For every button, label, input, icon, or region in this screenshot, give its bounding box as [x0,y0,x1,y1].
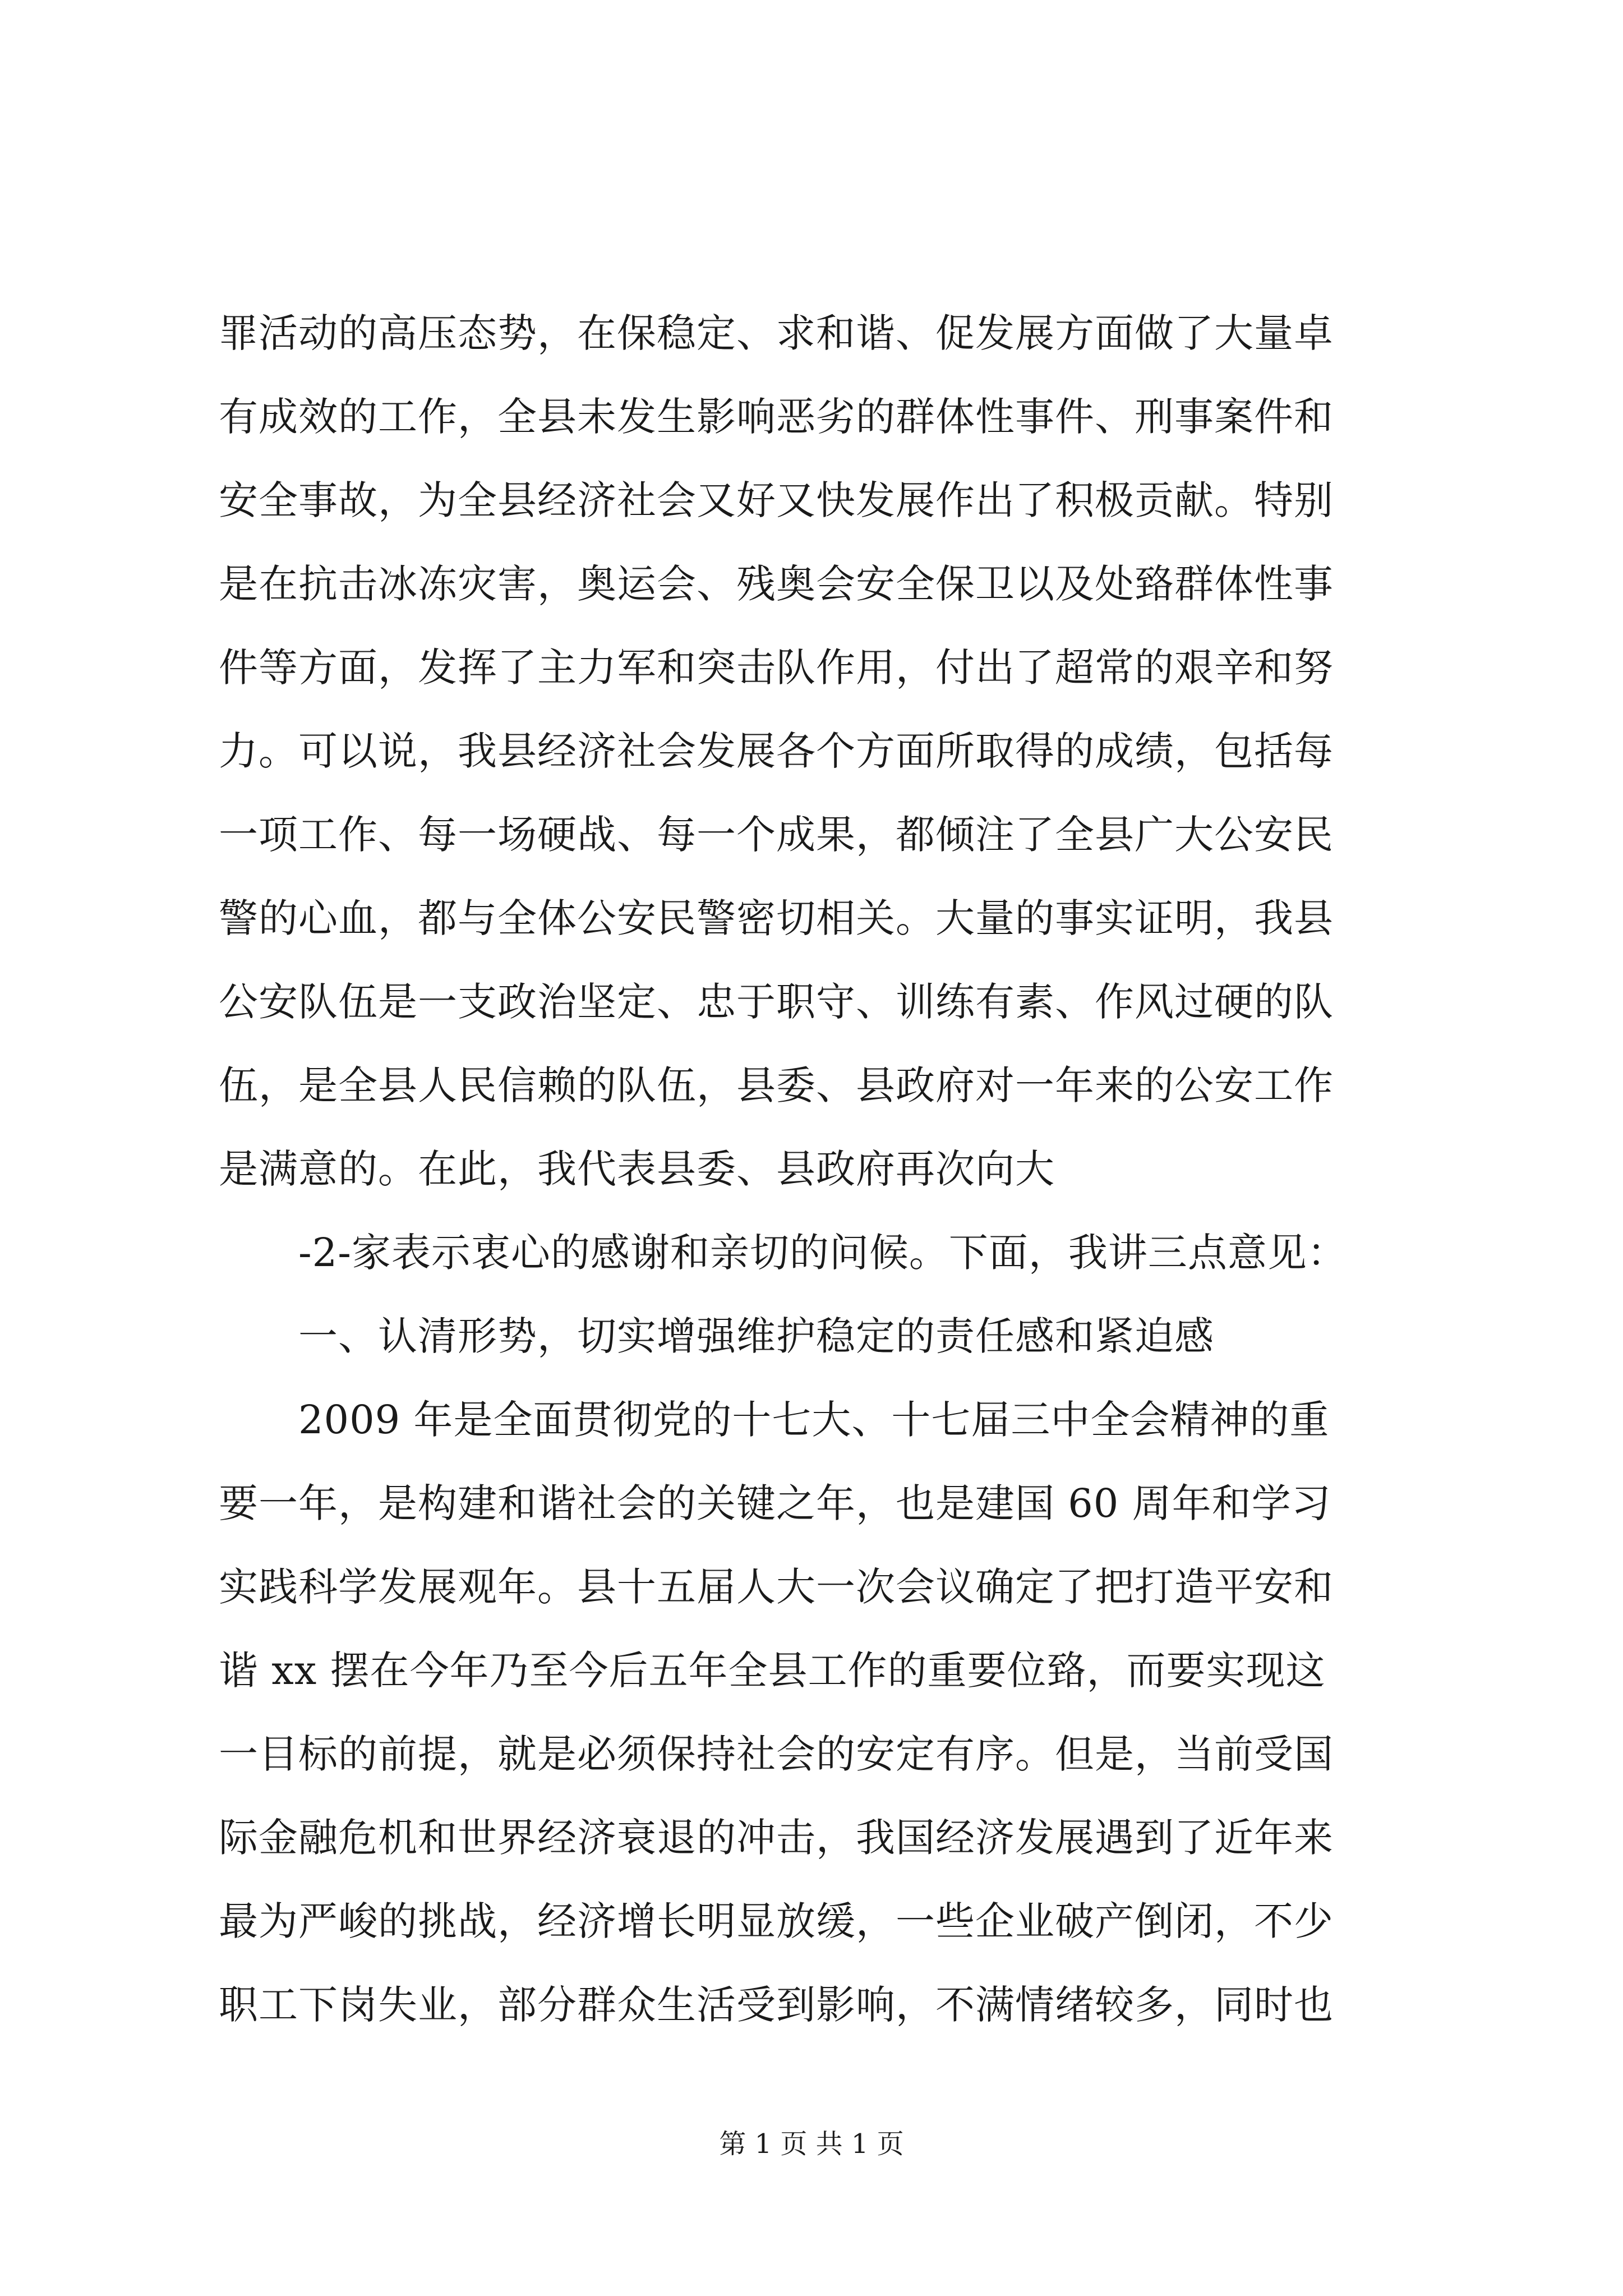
text-line: -2-家表示衷心的感谢和亲切的问候。下面，我讲三点意见： [298,1230,1347,1276]
text-line: 2009 年是全面贯彻党的十七大、十七届三中全会精神的重 [298,1397,1330,1443]
section-heading: 一、认清形势，切实增强维护稳定的责任感和紧迫感 [298,1313,1214,1359]
text-line: 谐 xx 摆在今年乃至今后五年全县工作的重要位臵，而要实现这 [219,1648,1326,1694]
text-line: 最为严峻的挑战，经济增长明显放缓，一些企业破产倒闭，不少 [219,1898,1334,1944]
text-line: 伍，是全县人民信赖的队伍，县委、县政府对一年来的公安工作 [219,1062,1334,1108]
text-line: 是在抗击冰冻灾害，奥运会、残奥会安全保卫以及处臵群体性事 [219,561,1334,607]
text-line: 安全事故，为全县经济社会又好又快发展作出了积极贡献。特别 [219,477,1334,523]
text-line: 警的心血，都与全体公安民警密切相关。大量的事实证明，我县 [219,895,1334,941]
text-line: 有成效的工作，全县未发生影响恶劣的群体性事件、刑事案件和 [219,394,1334,440]
document-body [219,292,1419,2047]
text-line: 际金融危机和世界经济衰退的冲击，我国经济发展遇到了近年来 [219,1815,1334,1861]
page-number-label: 第 1 页 共 1 页 [719,2128,904,2160]
text-line: 实践科学发展观年。县十五届人大一次会议确定了把打造平安和 [219,1564,1334,1610]
text-line: 罪活动的高压态势，在保稳定、求和谐、促发展方面做了大量卓 [219,310,1334,356]
page-footer [0,2127,1623,2161]
text-line: 是满意的。在此，我代表县委、县政府再次向大 [219,1146,1055,1192]
text-line: 要一年，是构建和谐社会的关键之年，也是建国 60 周年和学习 [219,1480,1331,1526]
text-line: 职工下岗失业，部分群众生活受到影响，不满情绪较多，同时也 [219,1982,1334,2028]
text-line: 力。可以说，我县经济社会发展各个方面所取得的成绩，包括每 [219,728,1334,774]
text-line: 一项工作、每一场硬战、每一个成果，都倾注了全县广大公安民 [219,812,1334,858]
text-line: 一目标的前提，就是必须保持社会的安定有序。但是，当前受国 [219,1731,1334,1777]
text-line: 公安队伍是一支政治坚定、忠于职守、训练有素、作风过硬的队 [219,979,1334,1025]
text-line: 件等方面，发挥了主力军和突击队作用，付出了超常的艰辛和努 [219,645,1334,691]
